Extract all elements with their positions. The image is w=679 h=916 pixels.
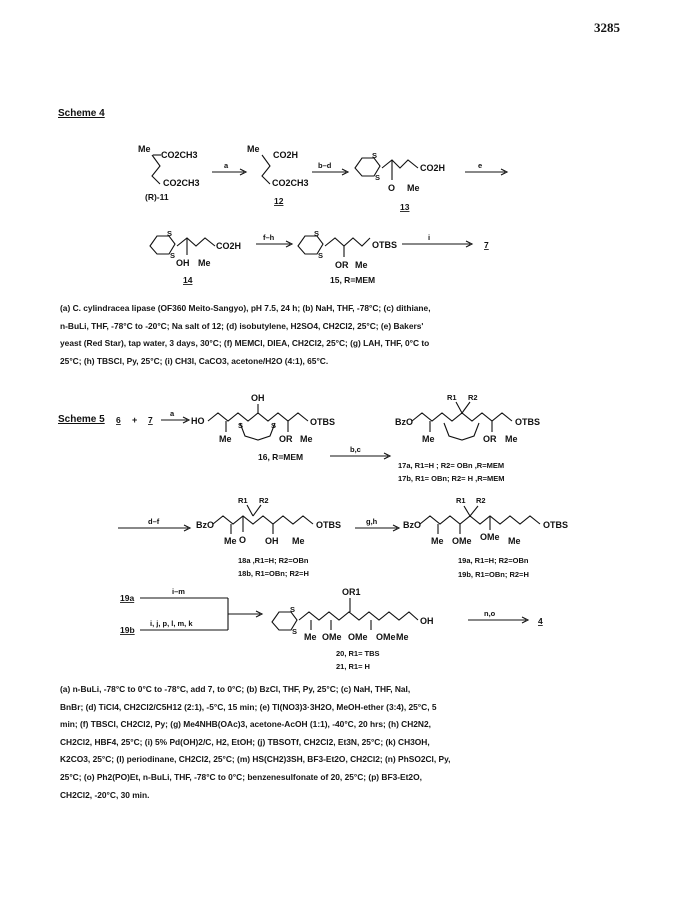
- svg-text:Me: Me: [292, 536, 305, 546]
- svg-text:13: 13: [400, 202, 410, 212]
- svg-text:S: S: [290, 605, 296, 614]
- svg-text:OH: OH: [420, 616, 434, 626]
- compound-12: [247, 144, 309, 206]
- svg-text:16, R=MEM: 16, R=MEM: [258, 452, 304, 462]
- svg-text:S: S: [238, 421, 244, 430]
- svg-text:n,o: n,o: [484, 609, 496, 618]
- svg-text:+: +: [132, 415, 138, 425]
- svg-text:OTBS: OTBS: [310, 417, 336, 427]
- svg-text:21, R1= H: 21, R1= H: [336, 662, 370, 671]
- svg-text:12: 12: [274, 196, 284, 206]
- arrow-a-s4: [212, 161, 246, 175]
- svg-text:OMe: OMe: [348, 632, 368, 642]
- compound-19: [403, 496, 568, 579]
- svg-text:19a: 19a: [120, 593, 135, 603]
- arrow-bc-s5: [330, 445, 390, 459]
- svg-text:OH: OH: [176, 258, 190, 268]
- svg-text:BzO: BzO: [395, 417, 413, 427]
- svg-text:R2: R2: [476, 496, 486, 505]
- svg-text:f–h: f–h: [263, 233, 275, 242]
- svg-text:CO2H: CO2H: [273, 150, 299, 160]
- caption-line: (a) n-BuLi, -78°C to 0°C to -78°C, add 7, to 0°C; (b) BzCl, THF, Py, 25°C; (c) NaH, THF, NaI,: [60, 684, 411, 694]
- compound-20: [272, 587, 434, 671]
- svg-text:Me: Me: [505, 434, 518, 444]
- svg-text:OTBS: OTBS: [372, 240, 398, 250]
- svg-text:OTBS: OTBS: [316, 520, 342, 530]
- svg-text:R1: R1: [447, 393, 457, 402]
- caption-line: yeast (Red Star), tap water, 3 days, 30°C; (f) MEMCl, DIEA, CH2Cl2, 25°C; (g) LAH, THF, 0°C to: [60, 338, 430, 349]
- svg-text:18b, R1=OBn; R2=H: 18b, R1=OBn; R2=H: [238, 569, 309, 578]
- scheme-4-title: Scheme 4: [58, 108, 105, 119]
- compound-18: [196, 496, 341, 578]
- svg-text:OTBS: OTBS: [515, 417, 541, 427]
- svg-text:O: O: [239, 535, 247, 545]
- svg-text:Me: Me: [422, 434, 435, 444]
- svg-text:R2: R2: [468, 393, 478, 402]
- svg-text:d–f: d–f: [148, 517, 160, 526]
- svg-text:Me: Me: [431, 536, 444, 546]
- svg-text:17b, R1= OBn; R2= H ,R=MEM: 17b, R1= OBn; R2= H ,R=MEM: [398, 474, 505, 483]
- svg-text:HO: HO: [191, 416, 205, 426]
- svg-text:S: S: [292, 627, 298, 636]
- svg-text:S: S: [372, 151, 378, 160]
- caption-line: BnBr; (d) TiCl4, CH2Cl2/C5H12 (2:1), -5°C, 15 min; (e) Tl(NO3)3·3H2O, MeOH-ether (3:4), 25°C, 5: [60, 701, 437, 712]
- svg-text:20, R1= TBS: 20, R1= TBS: [336, 649, 380, 658]
- svg-text:e: e: [478, 161, 483, 170]
- svg-text:CO2H: CO2H: [420, 163, 446, 173]
- svg-text:R1: R1: [456, 496, 466, 505]
- svg-text:i: i: [428, 233, 431, 242]
- svg-text:OR: OR: [279, 434, 293, 444]
- arrow-fh-s4: [256, 233, 292, 247]
- svg-text:Me: Me: [407, 183, 420, 193]
- svg-text:Me: Me: [508, 536, 521, 546]
- svg-text:a: a: [224, 161, 229, 170]
- svg-text:S: S: [170, 251, 176, 260]
- svg-text:(R)-11: (R)-11: [145, 192, 169, 202]
- svg-text:R1: R1: [238, 496, 248, 505]
- svg-text:17a, R1=H ; R2= OBn ,R=MEM: 17a, R1=H ; R2= OBn ,R=MEM: [398, 461, 505, 470]
- svg-text:7: 7: [484, 240, 489, 250]
- scheme5-start: [116, 409, 189, 425]
- compound-17: [395, 393, 540, 483]
- svg-text:S: S: [271, 421, 277, 430]
- svg-text:BzO: BzO: [403, 520, 421, 530]
- svg-text:O: O: [388, 183, 396, 193]
- caption-line: K2CO3, 25°C; (l) periodinane, CH2Cl2, 25°C; (m) HS(CH2)3SH, BF3-Et2O, CH2Cl2; (n) PhSO2Cl, Py,: [60, 754, 451, 765]
- svg-text:i–m: i–m: [172, 587, 185, 596]
- svg-text:S: S: [167, 229, 173, 238]
- svg-text:OTBS: OTBS: [543, 520, 569, 530]
- svg-text:Me: Me: [396, 632, 409, 642]
- svg-text:OH: OH: [265, 536, 279, 546]
- svg-text:Me: Me: [138, 144, 151, 154]
- svg-text:19b: 19b: [120, 625, 135, 635]
- svg-text:b–d: b–d: [318, 161, 332, 170]
- svg-text:a: a: [170, 409, 175, 418]
- svg-text:OMe: OMe: [322, 632, 342, 642]
- svg-text:OR: OR: [335, 260, 349, 270]
- svg-text:19b, R1=OBn; R2=H: 19b, R1=OBn; R2=H: [458, 570, 529, 579]
- svg-text:18a ,R1=H; R2=OBn: 18a ,R1=H; R2=OBn: [238, 556, 309, 565]
- svg-text:CO2H: CO2H: [216, 241, 242, 251]
- svg-text:Me: Me: [247, 144, 260, 154]
- svg-text:OMe: OMe: [376, 632, 396, 642]
- svg-text:Me: Me: [355, 260, 368, 270]
- compound-13: [355, 151, 445, 212]
- svg-text:OMe: OMe: [452, 536, 472, 546]
- svg-text:Me: Me: [224, 536, 237, 546]
- svg-text:g,h: g,h: [366, 517, 378, 526]
- svg-text:19a, R1=H; R2=OBn: 19a, R1=H; R2=OBn: [458, 556, 529, 565]
- svg-text:7: 7: [148, 415, 153, 425]
- svg-text:i, j, p, l, m, k: i, j, p, l, m, k: [150, 619, 193, 628]
- svg-text:14: 14: [183, 275, 193, 285]
- svg-text:R2: R2: [259, 496, 269, 505]
- svg-text:Me: Me: [304, 632, 317, 642]
- svg-text:OH: OH: [251, 393, 265, 403]
- compound-r11: [138, 144, 200, 202]
- svg-text:S: S: [375, 173, 381, 182]
- compound-15: [298, 229, 397, 285]
- svg-text:CO2CH3: CO2CH3: [161, 150, 198, 160]
- svg-text:CO2CH3: CO2CH3: [163, 178, 200, 188]
- arrow-i-s4: [402, 233, 489, 250]
- svg-text:15, R=MEM: 15, R=MEM: [330, 275, 376, 285]
- caption-line: CH2Cl2, -20°C, 30 min.: [60, 789, 150, 800]
- svg-text:CO2CH3: CO2CH3: [272, 178, 309, 188]
- arrow-df-s5: [118, 517, 190, 531]
- caption-line: CH2Cl2, HBF4, 25°C; (i) 5% Pd(OH)2/C, H2, EtOH; (j) TBSOTf, CH2Cl2, Et3N, 25°C; (k) CH3OH,: [60, 736, 430, 747]
- arrow-e-s4: [465, 161, 507, 175]
- page-number: 3285: [594, 20, 620, 35]
- caption-line: 25°C; (o) Ph2(PO)Et, n-BuLi, THF, -78°C to 0°C; benzenesulfonate of 20, 25°C; (p) BF3-Et2O,: [60, 771, 422, 782]
- svg-text:b,c: b,c: [350, 445, 361, 454]
- svg-text:BzO: BzO: [196, 520, 214, 530]
- caption-line: (a) C. cylindracea lipase (OF360 Meito-Sangyo), pH 7.5, 24 h; (b) NaH, THF, -78°C; (c) dithiane,: [60, 303, 431, 313]
- caption-line: n-BuLi, THF, -78°C to -20°C; Na salt of 12; (d) isobutylene, H2SO4, CH2Cl2, 25°C; (e) Bakers': [60, 320, 424, 331]
- scheme-4-caption: [60, 300, 431, 370]
- svg-text:S: S: [318, 251, 324, 260]
- svg-text:Me: Me: [198, 258, 211, 268]
- arrow-bd-s4: [312, 161, 348, 175]
- caption-line: 25°C; (h) TBSCl, Py, 25°C; (i) CH3I, CaCO3, acetone/H2O (4:1), 65°C.: [60, 355, 329, 366]
- compound-16: [191, 393, 335, 462]
- svg-text:OR1: OR1: [342, 587, 361, 597]
- caption-line: min; (f) TBSCl, CH2Cl2, Py; (g) Me4NHB(OAc)3, acetone-AcOH (1:1), -40°C, 20 hrs; (h) CH2N2,: [60, 719, 431, 730]
- arrow-to-20: [120, 587, 262, 635]
- scheme-5-title: Scheme 5: [58, 414, 105, 425]
- svg-text:Me: Me: [219, 434, 232, 444]
- svg-text:OMe: OMe: [480, 532, 500, 542]
- arrow-no-s5: [468, 609, 543, 626]
- scheme-5-caption: [60, 681, 450, 804]
- svg-text:Me: Me: [300, 434, 313, 444]
- svg-text:6: 6: [116, 415, 121, 425]
- svg-text:S: S: [314, 229, 320, 238]
- compound-14: [150, 229, 241, 285]
- svg-text:OR: OR: [483, 434, 497, 444]
- arrow-gh-s5: [355, 517, 399, 531]
- svg-text:4: 4: [538, 616, 543, 626]
